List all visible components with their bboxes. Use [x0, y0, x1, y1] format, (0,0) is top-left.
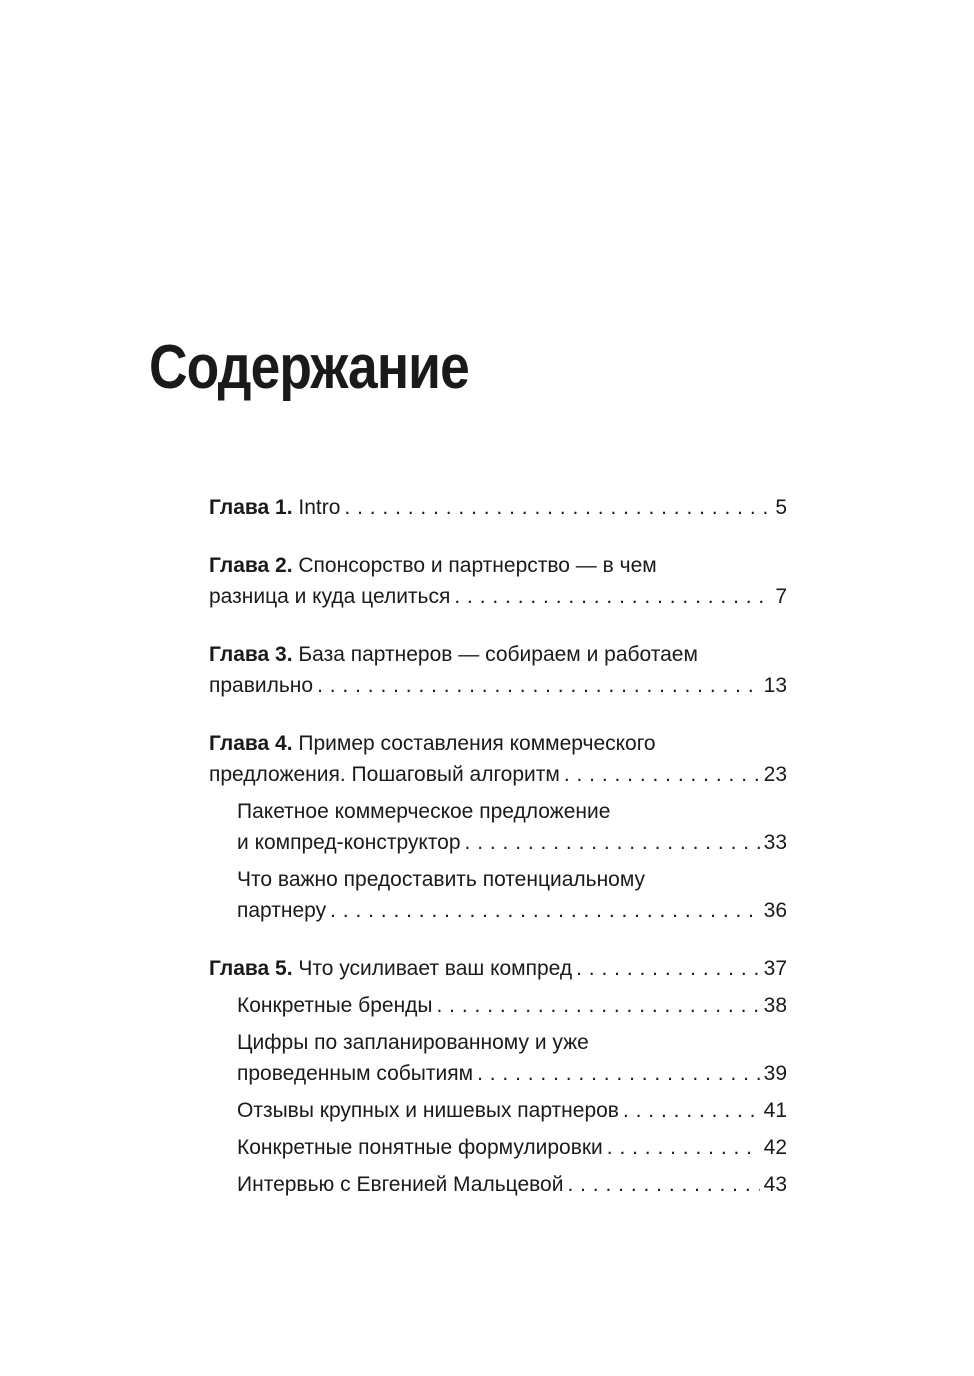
chapter-title: Intro	[292, 496, 341, 519]
dot-leader	[477, 1058, 760, 1089]
toc-entry-text	[209, 953, 572, 984]
table-of-contents	[209, 492, 787, 1227]
toc-chapter-1[interactable]	[209, 492, 787, 523]
chapter-title: Спонсорство и партнерство — в чем	[292, 554, 657, 577]
section-title: Пакетное коммерческое предложение	[237, 800, 611, 823]
page-number: 7	[775, 585, 787, 608]
chapter-title-continued: разница и куда целиться	[209, 585, 451, 608]
dot-leader	[344, 492, 771, 523]
toc-entry-line	[237, 1058, 787, 1089]
toc-entry-line	[237, 1132, 787, 1163]
toc-chapter-3[interactable]	[209, 639, 787, 701]
toc-section-entry[interactable]	[237, 1027, 787, 1089]
toc-entry-line	[237, 1169, 787, 1200]
dot-leader	[330, 895, 760, 926]
toc-section-list	[237, 796, 787, 926]
toc-chapter-2[interactable]	[209, 550, 787, 612]
page-number: 41	[763, 1099, 787, 1122]
page-number: 39	[763, 1062, 787, 1085]
page-number: 43	[763, 1173, 787, 1196]
dot-leader	[576, 953, 760, 984]
page-number: 13	[763, 674, 787, 697]
toc-entry-line	[209, 670, 787, 701]
page-number: 23	[763, 763, 787, 786]
chapter-label: Глава 4.	[209, 732, 293, 755]
dot-leader	[567, 1169, 759, 1200]
toc-entry-text	[209, 639, 787, 670]
dot-leader	[317, 670, 760, 701]
section-title: Интервью с Евгенией Мальцевой	[237, 1173, 564, 1196]
chapter-label: Глава 3.	[209, 643, 293, 666]
section-title-continued: и компред-конструктор	[237, 831, 461, 854]
toc-entry-text	[209, 728, 787, 759]
chapter-title-continued: предложения. Пошаговый алгоритм	[209, 763, 560, 786]
toc-entry-line	[237, 827, 787, 858]
dot-leader	[454, 581, 771, 612]
toc-chapter-5[interactable]	[209, 953, 787, 1200]
page-number: 5	[775, 496, 787, 519]
chapter-title-continued: правильно	[209, 674, 314, 697]
chapter-label: Глава 5.	[209, 957, 293, 980]
toc-entry-line	[209, 953, 787, 984]
section-title: Конкретные понятные формулировки	[237, 1136, 603, 1159]
chapter-label: Глава 2.	[209, 554, 293, 577]
toc-section-entry[interactable]	[237, 1095, 787, 1126]
toc-entry-line	[237, 895, 787, 926]
dot-leader	[437, 990, 760, 1021]
chapter-title: Что усиливает ваш компред	[292, 957, 573, 980]
toc-entry-line	[237, 1095, 787, 1126]
page-number: 38	[763, 994, 787, 1017]
dot-leader	[607, 1132, 760, 1163]
toc-section-entry[interactable]	[237, 1169, 787, 1200]
toc-section-entry[interactable]	[237, 1132, 787, 1163]
chapter-label: Глава 1.	[209, 496, 293, 519]
chapter-title: База партнеров — собираем и работаем	[292, 643, 698, 666]
page-number: 36	[763, 899, 787, 922]
toc-entry-text	[209, 492, 340, 523]
toc-chapter-4[interactable]	[209, 728, 787, 926]
dot-leader	[465, 827, 760, 858]
toc-entry-text	[209, 550, 787, 581]
dot-leader	[564, 759, 760, 790]
page-title: Содержание	[149, 333, 469, 402]
page-number: 42	[763, 1136, 787, 1159]
chapter-title: Пример составления коммерческого	[292, 732, 656, 755]
section-title: Цифры по запланированному и уже	[237, 1031, 589, 1054]
toc-entry-line	[209, 492, 787, 523]
section-title: Отзывы крупных и нишевых партнеров	[237, 1099, 619, 1122]
toc-section-entry[interactable]	[237, 990, 787, 1021]
toc-section-entry[interactable]	[237, 796, 787, 858]
toc-entry-line	[237, 990, 787, 1021]
page-number: 33	[763, 831, 787, 854]
section-title-continued: проведенным событиям	[237, 1062, 474, 1085]
section-title: Что важно предоставить потенциальному	[237, 868, 646, 891]
page-number: 37	[763, 957, 787, 980]
toc-entry-line	[209, 581, 787, 612]
toc-section-entry[interactable]	[237, 864, 787, 926]
toc-section-list	[237, 990, 787, 1200]
section-title: Конкретные бренды	[237, 994, 433, 1017]
section-title-continued: партнеру	[237, 899, 327, 922]
toc-entry-line	[209, 759, 787, 790]
dot-leader	[623, 1095, 760, 1126]
